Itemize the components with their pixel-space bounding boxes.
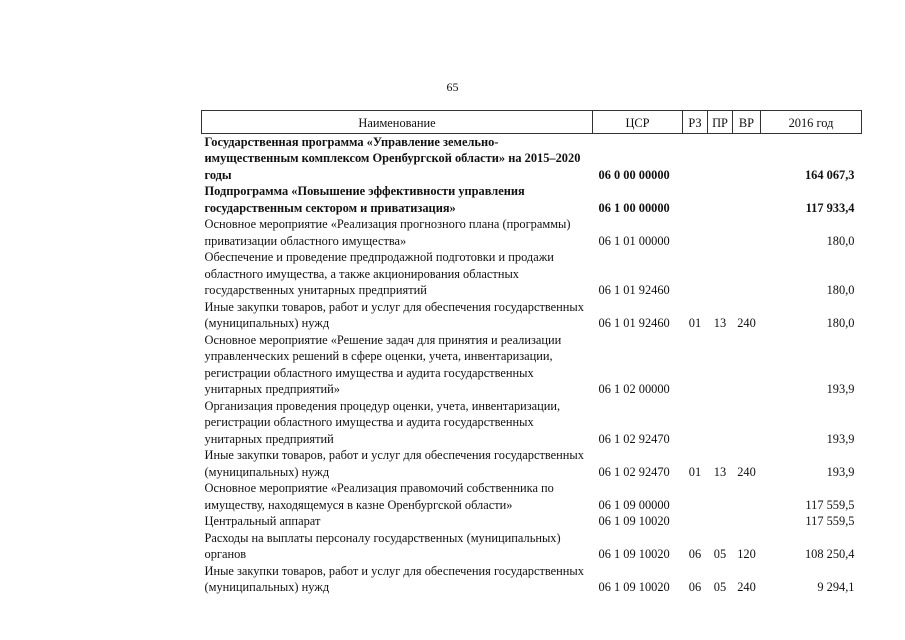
row-csr-code: 06 1 00 00000 bbox=[598, 200, 670, 215]
row-vr-code bbox=[733, 513, 761, 530]
row-rz-code: 01 bbox=[688, 464, 702, 479]
row-name: Основное мероприятие «Реализация правомочий собственника по имуществу, находящемуся в казне Оренбургской области» bbox=[204, 481, 554, 512]
row-vr-code bbox=[733, 398, 761, 448]
row-rz-code: 06 bbox=[688, 580, 702, 594]
table-header-row bbox=[202, 111, 862, 134]
row-name: Государственная программа «Управление земельно-имущественным комплексом Оренбургской области» на 2015–2020 годы bbox=[204, 134, 581, 182]
header-csr: ЦСР bbox=[593, 111, 683, 134]
row-rz-code bbox=[683, 216, 708, 249]
row-name: Основное мероприятие «Реализация прогнозного плана (программы) приватизации областного имущества» bbox=[204, 217, 571, 248]
row-rz-code bbox=[683, 513, 708, 530]
row-pr-code bbox=[708, 480, 733, 513]
header-name: Наименование bbox=[202, 111, 593, 134]
row-amount: 164 067,3 bbox=[804, 167, 855, 182]
row-rz-code bbox=[683, 183, 708, 216]
row-csr-code: 06 1 09 10020 bbox=[598, 514, 670, 528]
header-vr: ВР bbox=[733, 111, 761, 134]
table-row bbox=[202, 530, 862, 563]
table-row bbox=[202, 332, 862, 398]
row-pr-code bbox=[708, 183, 733, 216]
row-rz-code: 01 bbox=[688, 316, 702, 330]
row-amount: 193,9 bbox=[826, 431, 855, 446]
page-number: 65 bbox=[446, 80, 459, 94]
table-row bbox=[202, 447, 862, 480]
row-rz-code bbox=[683, 480, 708, 513]
table-row bbox=[202, 183, 862, 216]
row-name: Иные закупки товаров, работ и услуг для обеспечения государственных (муниципальных) нужд bbox=[204, 448, 584, 479]
row-pr-code: 05 bbox=[713, 547, 727, 561]
row-vr-code: 120 bbox=[737, 547, 756, 561]
row-name: Иные закупки товаров, работ и услуг для обеспечения государственных (муниципальных) нужд bbox=[204, 563, 584, 594]
row-amount: 117 933,4 bbox=[805, 200, 855, 215]
row-vr-code: 240 bbox=[737, 580, 756, 594]
row-name: Иные закупки товаров, работ и услуг для обеспечения государственных (муниципальных) нужд bbox=[204, 299, 584, 330]
row-vr-code bbox=[733, 183, 761, 216]
header-rz: РЗ bbox=[683, 111, 708, 134]
header-amount: 2016 год bbox=[761, 111, 862, 134]
row-name: Подпрограмма «Повышение эффективности управления государственным сектором и приватизация» bbox=[204, 184, 525, 215]
row-vr-code bbox=[733, 133, 761, 183]
table-row bbox=[202, 563, 862, 596]
row-csr-code: 06 1 09 10020 bbox=[598, 580, 670, 594]
row-csr-code: 06 1 01 92460 bbox=[598, 283, 670, 297]
budget-table bbox=[201, 110, 862, 596]
row-pr-code bbox=[708, 216, 733, 249]
row-amount: 117 559,5 bbox=[805, 514, 855, 528]
row-pr-code bbox=[708, 249, 733, 299]
row-name: Центральный аппарат bbox=[204, 514, 321, 528]
table-row bbox=[202, 299, 862, 332]
row-name: Основное мероприятие «Решение задач для принятия и реализации управленческих решений в сфере оценки, учета, инвентаризации, регистрации областного имущества и аудита государственных унитарных предприятий» bbox=[204, 332, 562, 396]
row-rz-code: 06 bbox=[688, 547, 702, 561]
row-csr-code: 06 1 02 00000 bbox=[598, 382, 670, 396]
row-pr-code bbox=[708, 332, 733, 398]
row-pr-code: 13 bbox=[713, 464, 727, 479]
table-row bbox=[202, 398, 862, 448]
row-vr-code bbox=[733, 216, 761, 249]
row-rz-code bbox=[683, 133, 708, 183]
row-amount: 117 559,5 bbox=[805, 497, 855, 512]
row-amount: 180,0 bbox=[826, 316, 855, 330]
table-row bbox=[202, 513, 862, 530]
row-csr-code: 06 1 09 10020 bbox=[598, 547, 670, 561]
row-pr-code: 05 bbox=[713, 580, 727, 594]
table-body bbox=[202, 133, 862, 596]
row-amount: 108 250,4 bbox=[804, 547, 855, 561]
table-row bbox=[202, 480, 862, 513]
table-row bbox=[202, 216, 862, 249]
row-rz-code bbox=[683, 249, 708, 299]
row-csr-code: 06 1 01 00000 bbox=[598, 233, 670, 248]
row-csr-code: 06 0 00 00000 bbox=[598, 167, 670, 182]
header-pr: ПР bbox=[708, 111, 733, 134]
row-amount: 9 294,1 bbox=[817, 580, 855, 594]
row-pr-code bbox=[708, 513, 733, 530]
row-name: Обеспечение и проведение предпродажной подготовки и продажи областного имущества, а также акционирования областных государственных унитарных предприятий bbox=[204, 250, 554, 297]
row-amount: 180,0 bbox=[826, 233, 855, 248]
row-vr-code bbox=[733, 480, 761, 513]
row-csr-code: 06 1 02 92470 bbox=[598, 464, 670, 479]
row-name: Расходы на выплаты персоналу государственных (муниципальных) органов bbox=[204, 530, 561, 561]
row-csr-code: 06 1 01 92460 bbox=[598, 316, 670, 330]
row-csr-code: 06 1 02 92470 bbox=[598, 431, 670, 446]
row-pr-code bbox=[708, 133, 733, 183]
row-vr-code: 240 bbox=[737, 464, 756, 479]
row-amount: 193,9 bbox=[826, 464, 855, 479]
row-amount: 180,0 bbox=[826, 283, 855, 297]
row-vr-code bbox=[733, 249, 761, 299]
row-rz-code bbox=[683, 332, 708, 398]
row-amount: 193,9 bbox=[826, 382, 855, 396]
row-csr-code: 06 1 09 00000 bbox=[598, 497, 670, 512]
row-vr-code bbox=[733, 332, 761, 398]
row-name: Организация проведения процедур оценки, учета, инвентаризации, регистрации областного имущества и аудита государственных унитарных предприятий bbox=[204, 398, 561, 446]
table-row bbox=[202, 249, 862, 299]
row-pr-code: 13 bbox=[713, 316, 727, 330]
row-vr-code: 240 bbox=[737, 316, 756, 330]
row-rz-code bbox=[683, 398, 708, 448]
table-row bbox=[202, 133, 862, 183]
row-pr-code bbox=[708, 398, 733, 448]
